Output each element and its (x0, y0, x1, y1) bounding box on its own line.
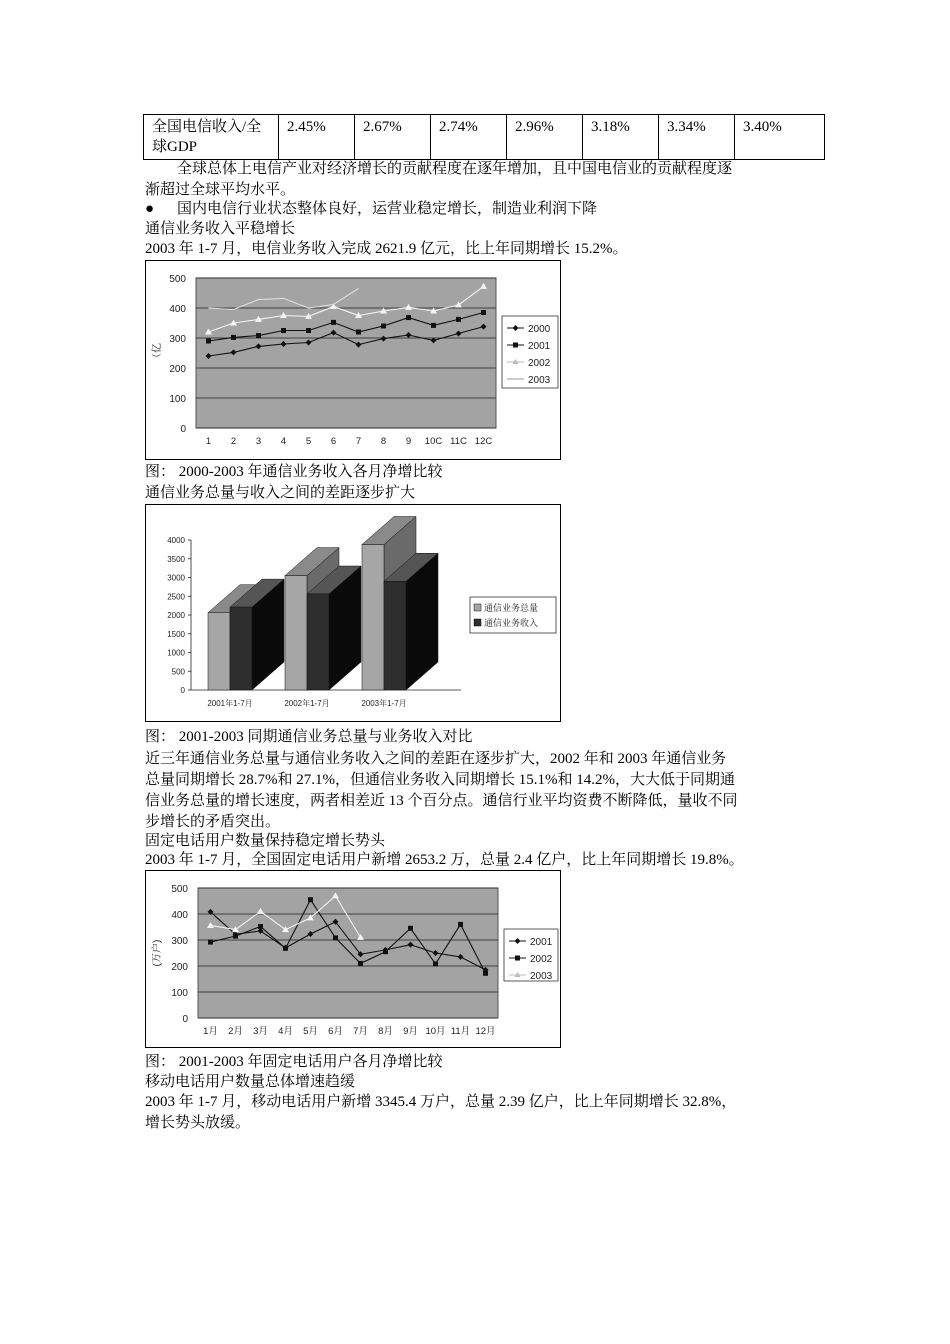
legend-marker (515, 956, 520, 961)
data-point (433, 961, 438, 966)
data-point (333, 935, 338, 940)
legend-label: 2003 (530, 971, 553, 982)
paragraph-line: 渐超过全球平均水平。 (145, 182, 296, 198)
y-tick-label: 300 (169, 334, 186, 345)
table-cell: 3.18% (583, 115, 659, 160)
table-cell: 2.96% (507, 115, 583, 160)
data-point (331, 320, 336, 325)
y-tick-label: 0 (180, 686, 185, 695)
bar-通信业务总量 (208, 613, 230, 690)
x-tick-label: 8 (380, 436, 387, 447)
gdp-ratio-table (143, 114, 825, 160)
table-cell: 3.34% (659, 115, 735, 160)
paragraph-line: 全球总体上电信产业对经济增长的贡献程度在逐年增加，且中国电信业的贡献程度逐 (177, 161, 733, 177)
x-tick-label: 4 (280, 436, 287, 447)
y-tick-label: 500 (171, 667, 185, 677)
legend-swatch (474, 604, 481, 611)
paragraph-line: 总量同期增长 28.7%和 27.1%，但通信业务收入同期增长 15.1%和 14.2%，大大低于同期通 (145, 772, 735, 788)
bullet-icon: ● (145, 201, 155, 217)
x-tick-label: 6月 (328, 1026, 343, 1037)
data-point (208, 940, 213, 945)
data-point (431, 323, 436, 328)
x-tick-label: 6 (330, 436, 337, 447)
legend-label: 2001 (530, 937, 553, 948)
x-tick-label: 2001年1-7月 (207, 699, 253, 708)
y-tick-label: 2000 (167, 611, 185, 620)
x-tick-label: 2003年1-7月 (361, 699, 407, 708)
data-point (358, 961, 363, 966)
subheading: 固定电话用户数量保持稳定增长势头 (145, 833, 386, 849)
data-point (458, 922, 463, 927)
data-point (383, 949, 388, 954)
data-point (406, 315, 411, 320)
label-line-1: 全国电信收入/全 (152, 119, 262, 135)
x-tick-label: 2月 (228, 1026, 243, 1037)
paragraph-line: 2003 年 1-7 月，电信业务收入完成 2621.9 亿元，比上年同期增长 15.2%。 (145, 241, 628, 257)
x-tick-label: 7 (355, 436, 362, 447)
y-tick-label: 400 (169, 304, 186, 315)
data-point (481, 310, 486, 315)
x-tick-label: 11C (450, 436, 467, 447)
x-tick-label: 3 (255, 436, 262, 447)
x-tick-label: 9月 (403, 1026, 418, 1037)
y-tick-label: 200 (169, 364, 186, 375)
data-point (283, 946, 288, 951)
legend-label: 2002 (528, 358, 551, 369)
bar-通信业务收入 (230, 607, 252, 690)
y-tick-label: 400 (171, 910, 188, 921)
y-tick-label: 1500 (167, 629, 185, 639)
data-point (306, 328, 311, 333)
table-cell: 3.40% (735, 115, 825, 160)
paragraph-line: 近三年通信业务总量与通信业务收入之间的差距在逐步扩大，2002 年和 2003 年通信业务 (145, 751, 727, 767)
bar-通信业务收入 (307, 594, 329, 690)
x-tick-label: 1月 (203, 1026, 218, 1037)
legend-label: 通信业务总量 (484, 603, 539, 613)
x-tick-label: 5月 (303, 1026, 318, 1037)
plot-area (198, 888, 498, 1018)
legend-marker (513, 343, 518, 348)
legend-label: 2000 (528, 324, 551, 335)
chart-volume-vs-revenue (145, 504, 561, 722)
x-tick-label: 12月 (475, 1026, 496, 1037)
data-point (308, 897, 313, 902)
data-point (381, 324, 386, 329)
y-tick-label: 2500 (167, 592, 185, 602)
data-point (233, 934, 238, 939)
section-heading: 国内电信行业状态整体良好，运营业稳定增长，制造业利润下降 (177, 201, 598, 217)
x-tick-label: 8月 (378, 1026, 393, 1037)
x-tick-label: 1 (205, 436, 212, 447)
x-tick-label: 3月 (253, 1026, 268, 1037)
y-axis-label: （亿 (152, 343, 163, 363)
x-tick-label: 10月 (425, 1026, 446, 1037)
legend-label: 2003 (528, 375, 551, 386)
paragraph-line: 信业务总量的增长速度，两者相差近 13 个百分点。通信行业平均资费不断降低，量收不同 (145, 793, 738, 809)
chart-fixed-line-monthly (145, 870, 561, 1048)
data-point (258, 924, 263, 929)
bar-通信业务总量 (362, 545, 384, 691)
data-point (483, 971, 488, 976)
legend-label: 通信业务收入 (484, 618, 539, 628)
x-tick-label: 10C (424, 436, 443, 447)
bar-通信业务收入 (384, 581, 406, 690)
x-tick-label: 12C (474, 436, 493, 447)
y-tick-label: 500 (169, 274, 186, 285)
y-tick-label: 100 (169, 394, 186, 405)
y-tick-label: 0 (182, 1014, 188, 1025)
legend-label: 2001 (528, 341, 551, 352)
chart-revenue-monthly (145, 260, 561, 460)
data-point (231, 335, 236, 340)
legend-swatch (474, 619, 481, 626)
figure-caption: 图： 2001-2003 同期通信业务总量与业务收入对比 (145, 729, 473, 745)
data-point (206, 339, 211, 344)
y-tick-label: 1000 (167, 648, 185, 658)
subheading: 通信业务收入平稳增长 (145, 221, 296, 237)
label-line-2: 球GDP (152, 139, 198, 155)
y-tick-label: 3000 (167, 573, 185, 583)
y-tick-label: 4000 (167, 536, 185, 545)
figure-caption: 图： 2001-2003 年固定电话用户各月净增比较 (145, 1054, 443, 1070)
chart-fixed-line-svg (146, 871, 560, 1047)
subheading: 移动电话用户数量总体增速趋缓 (145, 1074, 356, 1090)
y-tick-label: 100 (171, 988, 188, 999)
data-point (408, 926, 413, 931)
paragraph-line: 2003 年 1-7 月，移动电话用户新增 3345.4 万户，总量 2.39 亿户，比上年同期增长 32.8%， (145, 1094, 737, 1110)
plot-area (196, 278, 496, 428)
y-tick-label: 200 (171, 962, 188, 973)
data-point (256, 333, 261, 338)
x-tick-label: 7月 (353, 1026, 368, 1037)
x-tick-label: 9 (405, 436, 412, 447)
x-tick-label: 4月 (278, 1026, 293, 1037)
table-cell: 2.74% (431, 115, 507, 160)
chart-volume-svg (146, 505, 560, 721)
table-row-label (144, 115, 279, 160)
table-cell: 2.67% (355, 115, 431, 160)
y-tick-label: 500 (171, 884, 188, 895)
y-tick-label: 3500 (167, 554, 185, 564)
data-point (356, 330, 361, 335)
chart-revenue-svg (146, 261, 560, 459)
legend-label: 2002 (530, 954, 553, 965)
table-cell: 2.45% (279, 115, 355, 160)
figure-caption: 图： 2000-2003 年通信业务收入各月净增比较 (145, 464, 443, 480)
paragraph-line: 增长势头放缓。 (145, 1115, 251, 1131)
x-tick-label: 11月 (450, 1026, 471, 1037)
paragraph-line: 步增长的矛盾突出。 (145, 814, 281, 830)
bar-通信业务总量 (285, 576, 307, 690)
x-tick-label: 5 (305, 436, 312, 447)
data-point (281, 328, 286, 333)
data-point (456, 317, 461, 322)
y-tick-label: 300 (171, 936, 188, 947)
subheading: 通信业务总量与收入之间的差距逐步扩大 (145, 485, 416, 501)
table-row (144, 115, 825, 160)
x-tick-label: 2002年1-7月 (284, 699, 330, 708)
paragraph-line: 2003 年 1-7 月，全国固定电话用户新增 2653.2 万，总量 2.4 亿户，比上年同期增长 19.8%。 (145, 852, 744, 868)
x-tick-label: 2 (230, 436, 237, 447)
y-tick-label: 0 (180, 424, 186, 435)
y-axis-label: (万户) (152, 939, 163, 967)
